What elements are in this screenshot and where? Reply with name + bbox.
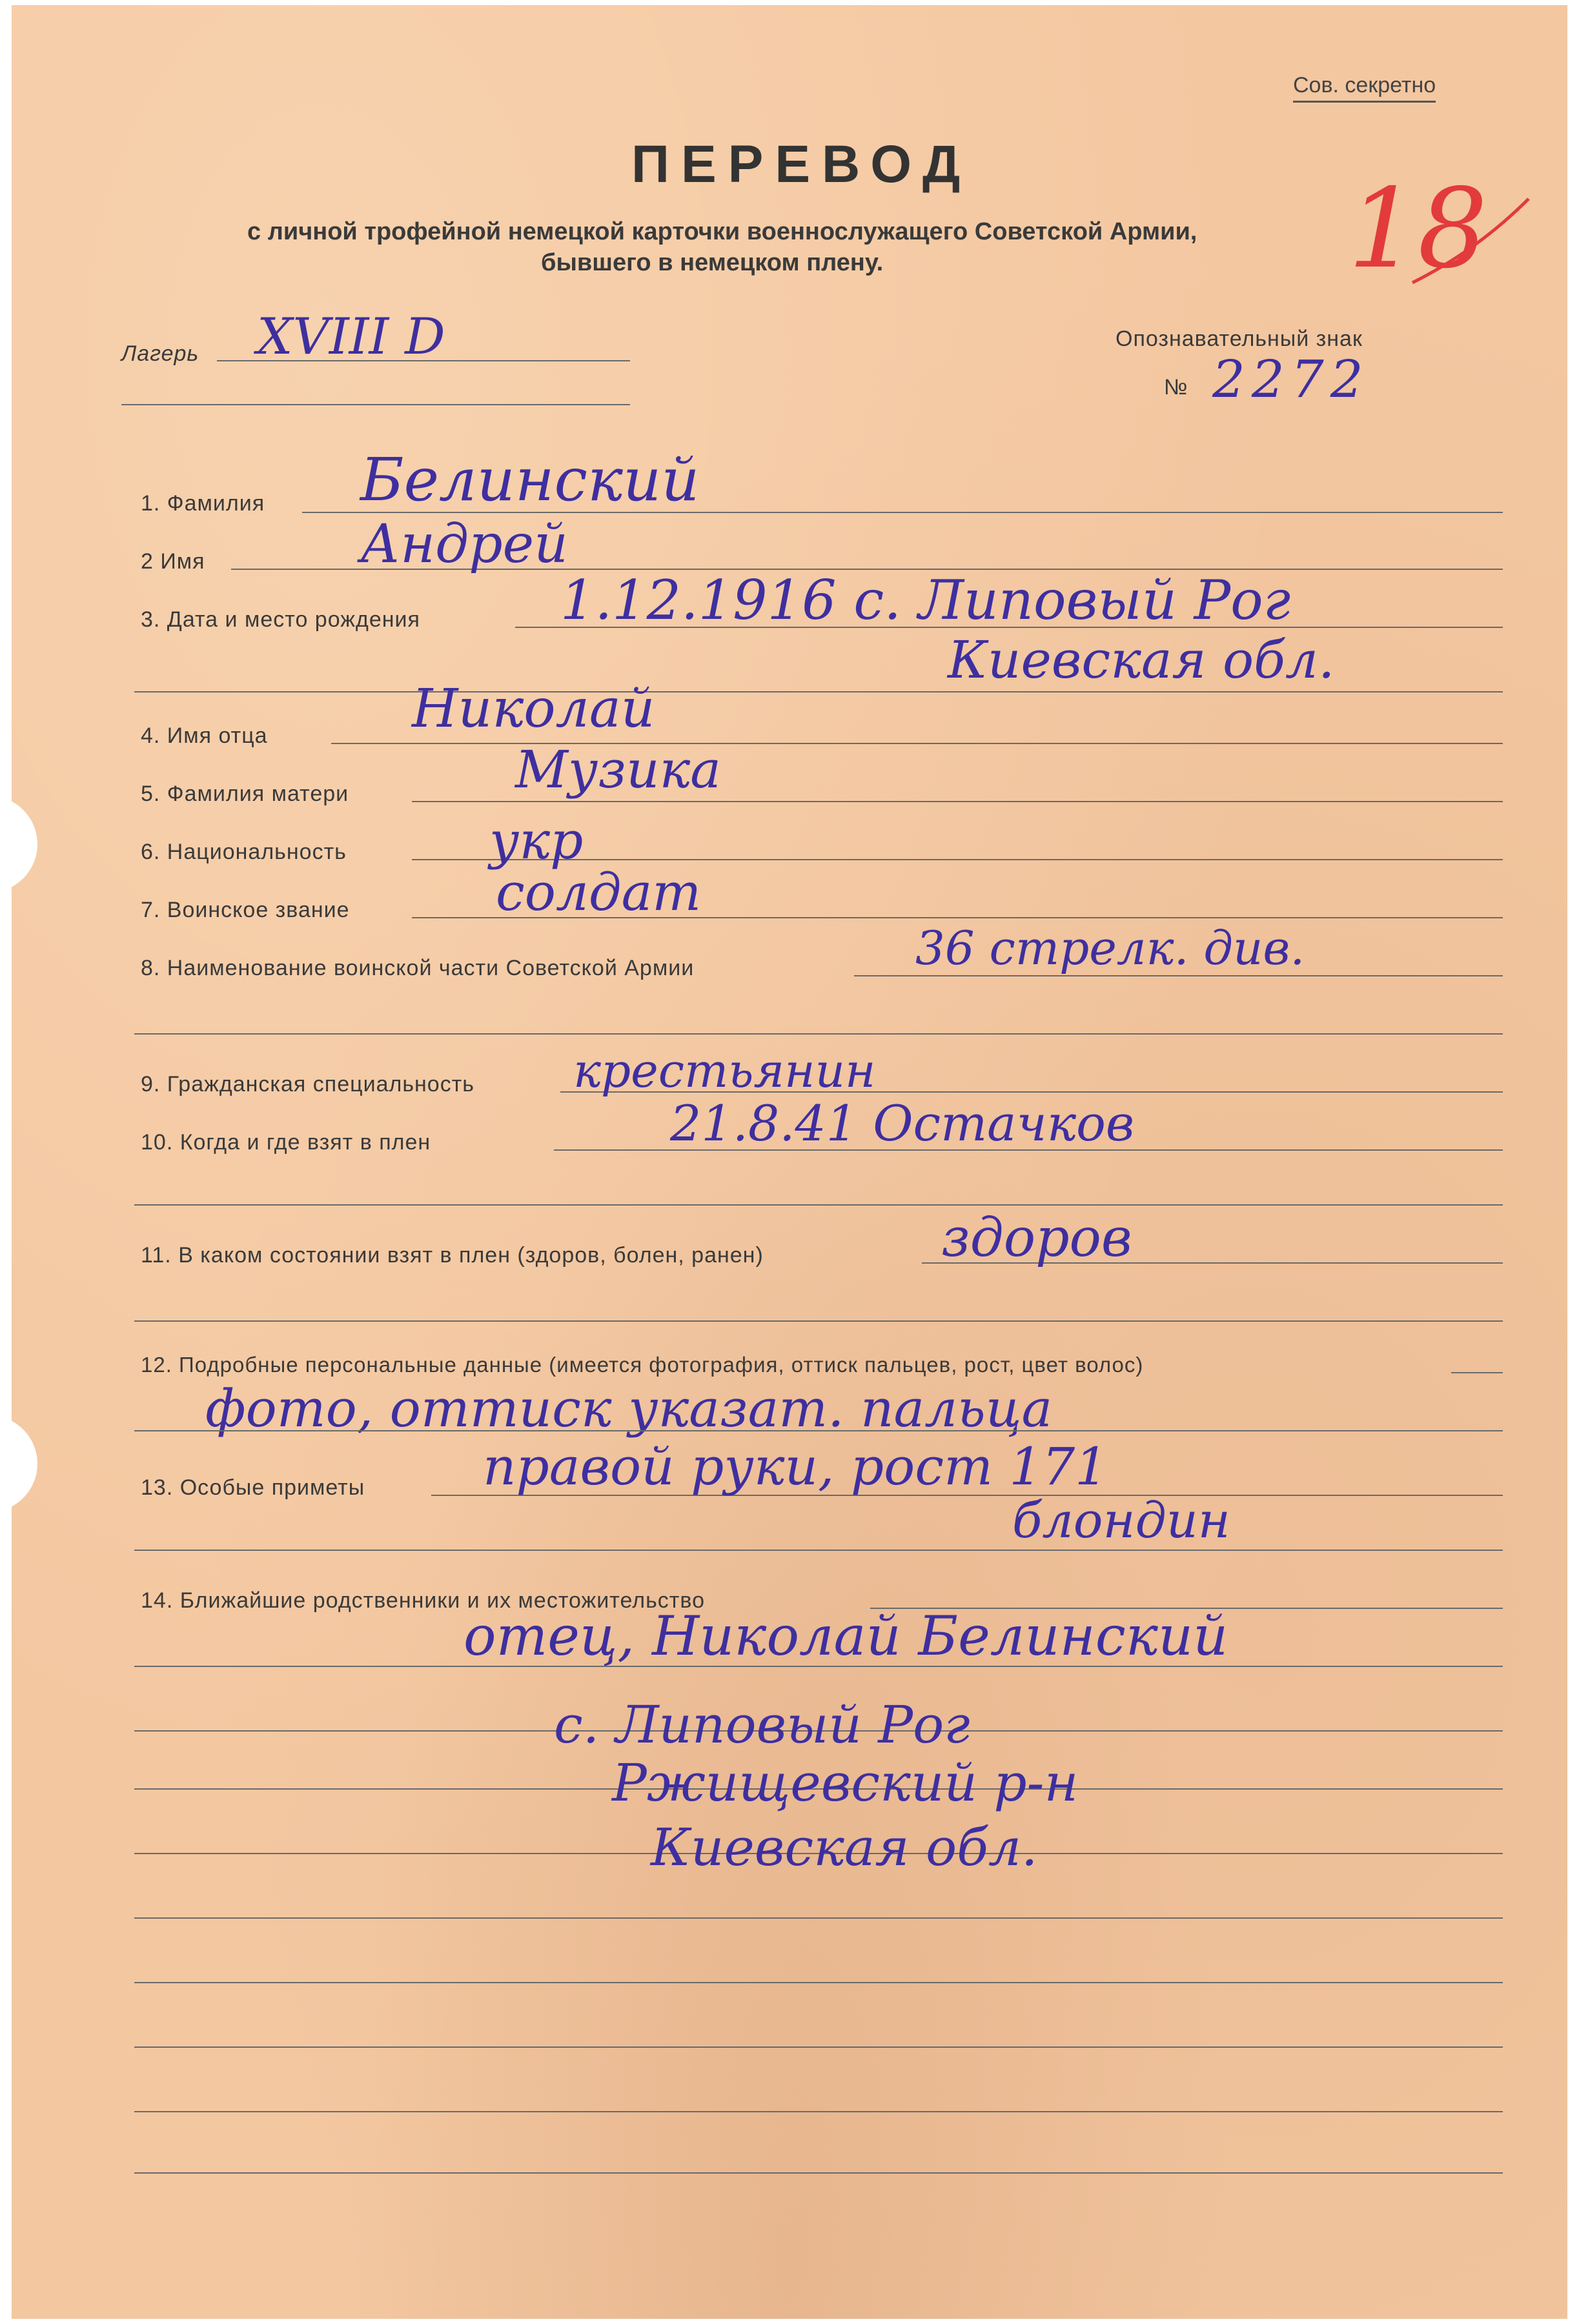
field-7-label: 7. Воинское звание <box>141 898 350 922</box>
field-5-value: Музика <box>515 740 721 800</box>
camp-value: XVIII D <box>257 308 445 366</box>
field-12-label: 12. Подробные персональные данные (имеется фотография, оттиск пальцев, рост, цвет волос) <box>141 1353 1144 1377</box>
subtitle-line-1: с личной трофейной немецкой карточки военнослужащего Советской Армии, <box>247 218 1197 245</box>
field-8-label: 8. Наименование воинской части Советской Армии <box>141 956 695 980</box>
field-5-label: 5. Фамилия матери <box>141 782 349 806</box>
field-9-value: крестьянин <box>573 1044 876 1098</box>
tag-value: 2272 <box>1212 349 1370 409</box>
field-14-value-1: отец, Николай Белинский <box>464 1604 1228 1668</box>
field-8-value: 36 стрелк. див. <box>915 921 1305 975</box>
field-12-line <box>1451 1372 1503 1373</box>
field-8-line <box>854 975 1503 976</box>
field-14-value-2: с. Липовый Рог <box>554 1695 970 1755</box>
tag-label: Опознавательный знак <box>1115 327 1363 351</box>
blank-line-1 <box>134 1917 1503 1919</box>
field-11-label: 11. В каком состоянии взят в плен (здоров, болен, ранен) <box>141 1243 764 1268</box>
classification-stamp: Сов. секретно <box>1293 73 1436 103</box>
blank-line-5 <box>134 2172 1503 2174</box>
blank-line-2 <box>134 1982 1503 1983</box>
red-mark-number: 18 <box>1348 165 1488 293</box>
field-8-line-2 <box>134 1033 1503 1035</box>
field-13-value: правой руки, рост 171 <box>483 1437 1108 1497</box>
camp-line-2 <box>121 404 630 405</box>
field-14-value-4: Киевская обл. <box>651 1817 1038 1877</box>
red-handwritten-mark <box>1335 154 1535 302</box>
document-page <box>12 5 1567 2319</box>
page-notch-lower <box>12 1415 37 1512</box>
field-10-line-2 <box>134 1204 1503 1206</box>
field-3-label: 3. Дата и место рождения <box>141 607 420 632</box>
field-3-value-2: Киевская обл. <box>948 630 1335 690</box>
field-14-line-2 <box>134 1666 1503 1667</box>
field-11-value: здоров <box>941 1207 1132 1269</box>
field-14-label: 14. Ближайшие родственники и их местожительство <box>141 1588 705 1613</box>
field-3-line-2 <box>134 691 1503 692</box>
blank-line-4 <box>134 2111 1503 2112</box>
field-1-value: Белинский <box>360 445 700 514</box>
field-4-label: 4. Имя отца <box>141 723 268 748</box>
field-7-value: солдат <box>496 862 702 922</box>
camp-label: Лагерь <box>121 341 199 366</box>
field-3-value: 1.12.1916 с. Липовый Рог <box>560 569 1291 632</box>
field-1-label: 1. Фамилия <box>141 491 265 516</box>
field-11-line-2 <box>134 1320 1503 1322</box>
field-2-label: 2 Имя <box>141 549 205 574</box>
page-title: ПЕРЕВОД <box>631 135 972 194</box>
blank-line-3 <box>134 2046 1503 2048</box>
field-9-label: 9. Гражданская специальность <box>141 1072 474 1096</box>
field-6-label: 6. Национальность <box>141 840 347 864</box>
field-12-value: фото, оттиск указат. пальца <box>205 1379 1053 1439</box>
field-14-value-3: Ржищевский р-н <box>612 1753 1079 1813</box>
field-10-label: 10. Когда и где взят в плен <box>141 1130 431 1155</box>
field-13-line-2 <box>134 1550 1503 1551</box>
tag-number-label: № <box>1164 375 1188 399</box>
field-4-value: Николай <box>412 678 655 740</box>
field-6-value: укр <box>489 811 584 871</box>
field-13-value-2: блондин <box>1012 1491 1230 1549</box>
page-notch-upper <box>12 796 37 893</box>
field-2-value: Андрей <box>360 514 568 575</box>
subtitle-line-2: бывшего в немецком плену. <box>541 249 884 276</box>
field-10-value: 21.8.41 Остачков <box>670 1095 1135 1152</box>
field-12-line-2 <box>134 1430 1503 1431</box>
field-4-line <box>331 743 1503 744</box>
field-5-line <box>412 801 1503 802</box>
field-13-label: 13. Особые приметы <box>141 1475 365 1500</box>
